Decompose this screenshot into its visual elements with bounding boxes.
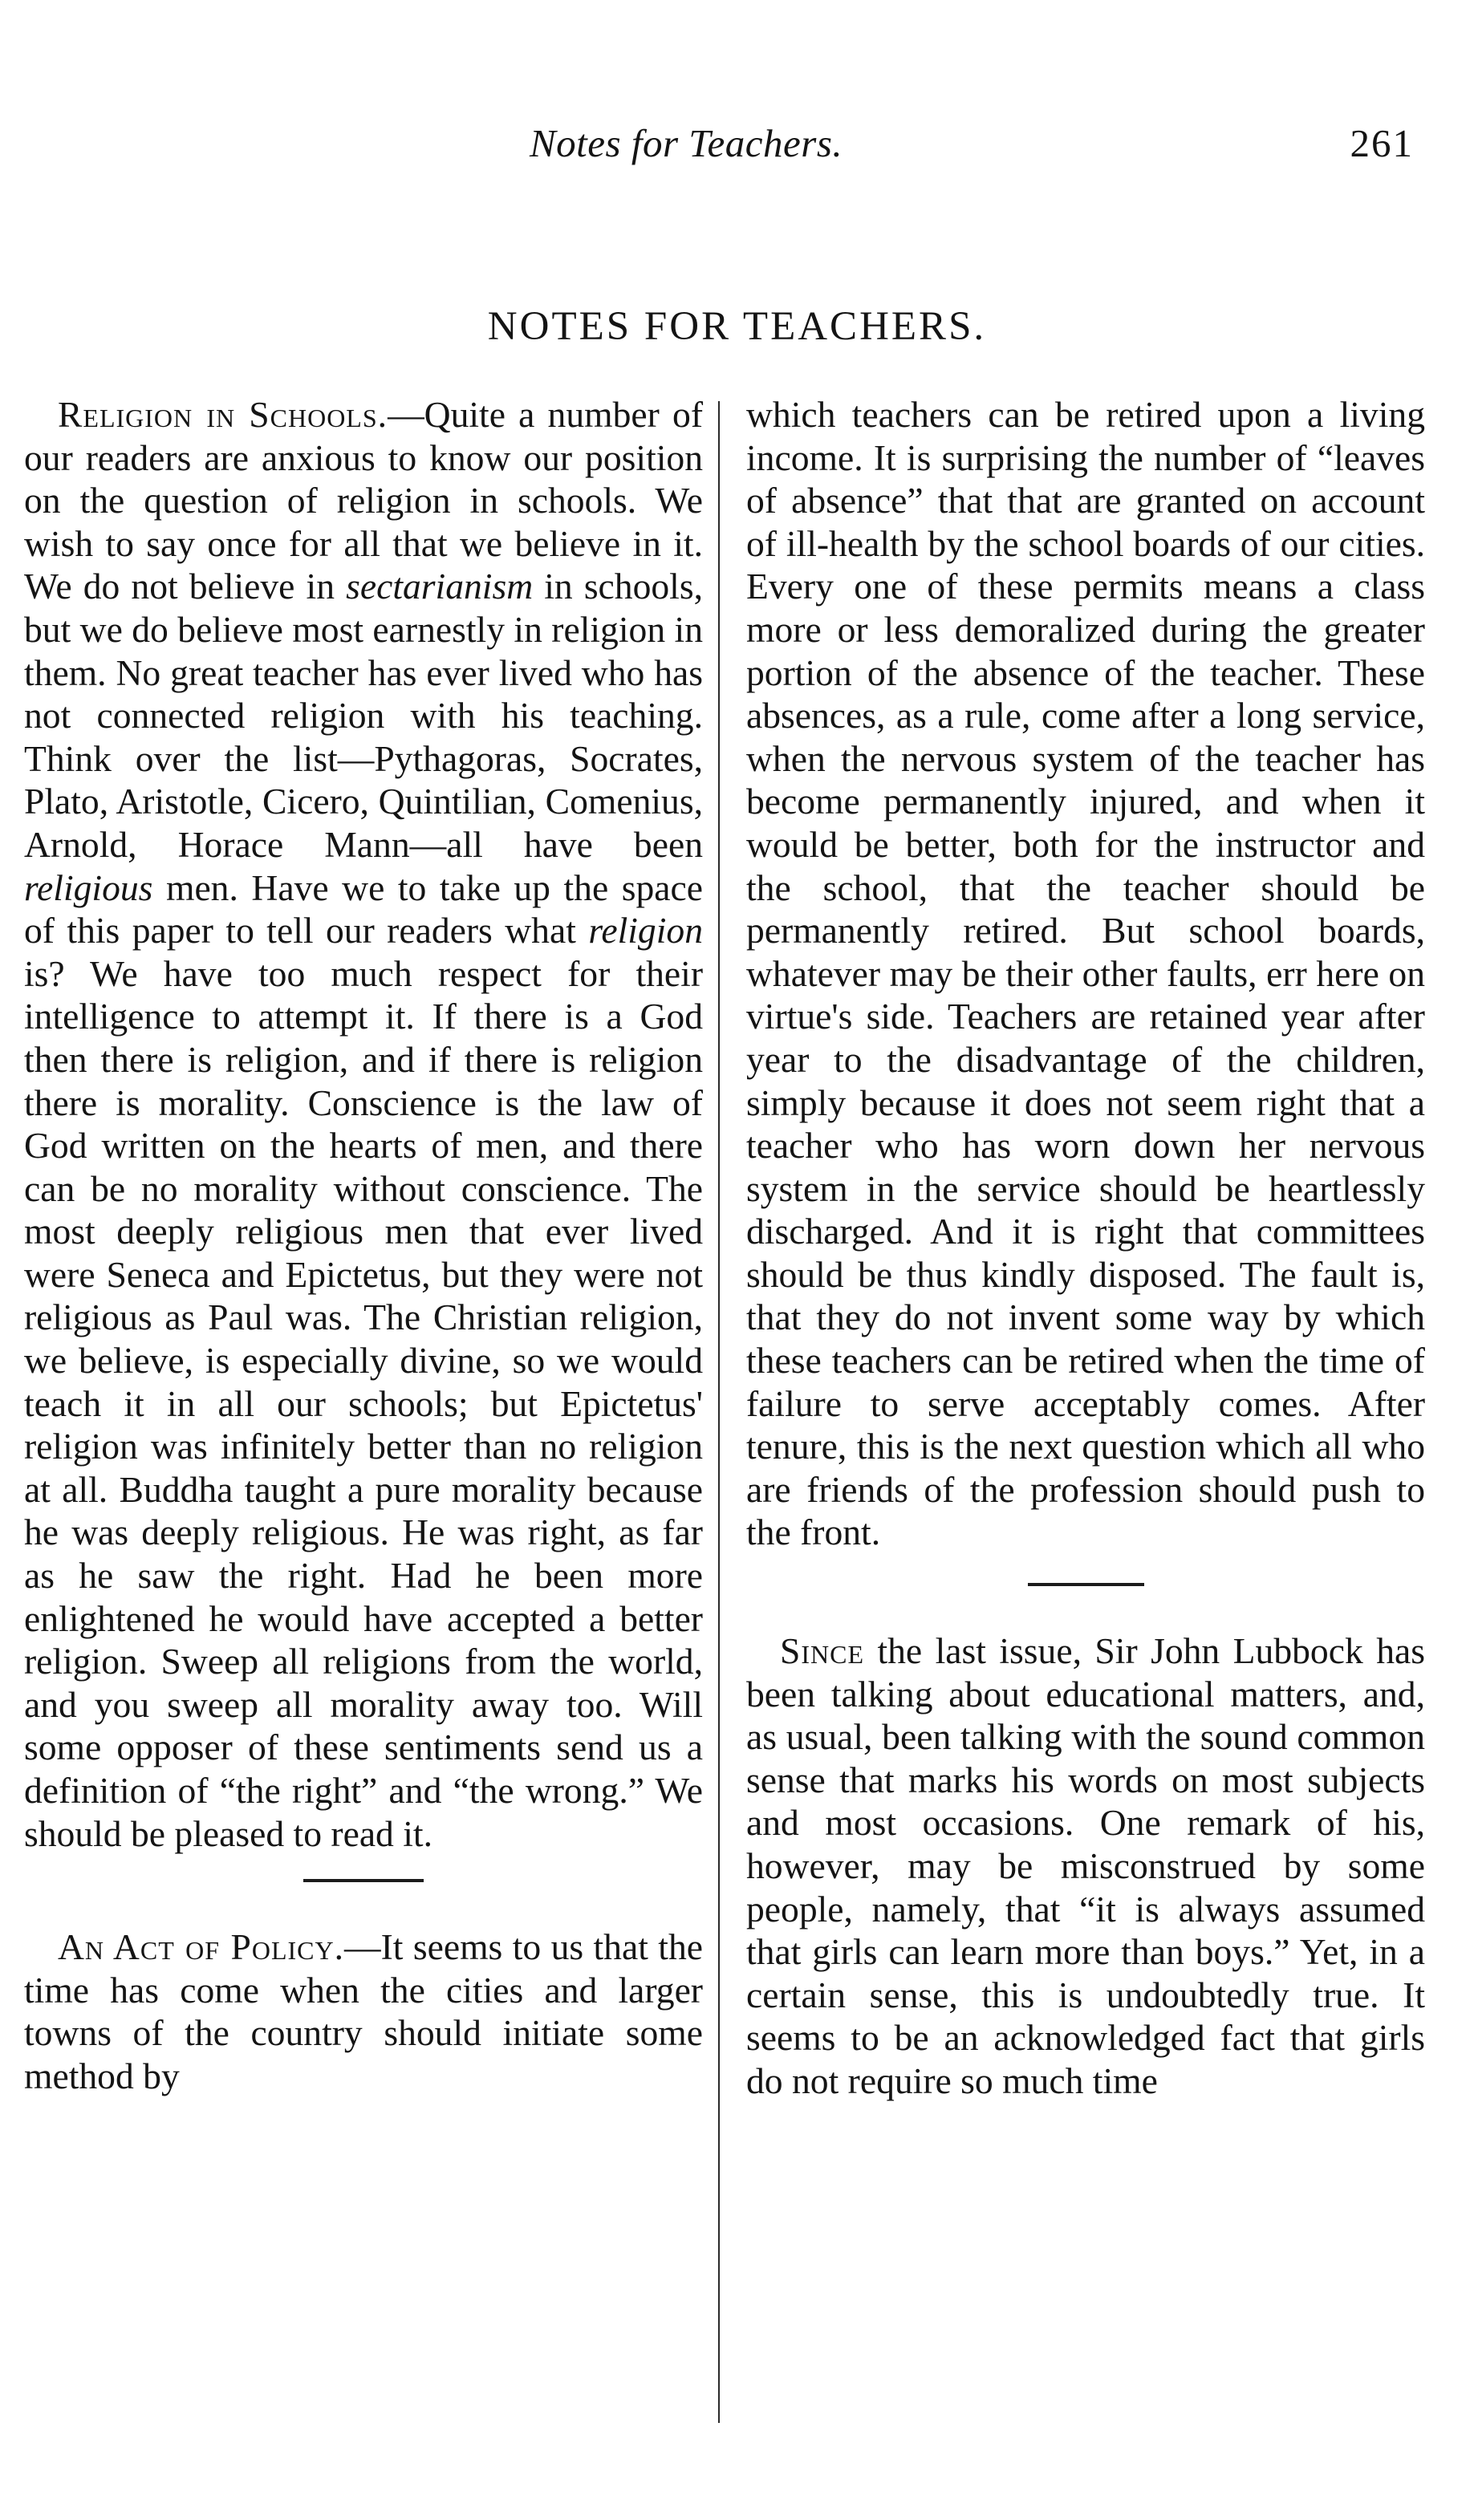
page-number: 261 bbox=[1350, 121, 1414, 165]
emphasis-sectarianism: sectarianism bbox=[346, 566, 534, 607]
paragraph-text: —Quite a number of our readers are anxious to know our position on the question of religion in schools. We wish to say once for all that we believe in it. We do not believe in bbox=[24, 394, 704, 607]
paragraph-act-of-policy bbox=[24, 1926, 703, 2097]
paragraph-text: in schools, but we do believe most earnestly in religion in them. No great teacher has ever lived who has not connected religion with his teaching. Think over the list—Pythagoras, Socrates, Plato, Aristotle, Cicero, Quintilian, Comenius, Arnold, Horace Mann—all have been bbox=[24, 566, 703, 865]
left-column bbox=[24, 393, 703, 2098]
paragraph-act-of-policy-continued: which teachers can be retired upon a living income. It is surprising the number of “leaves of absence” that that are granted on account of ill-health by the school boards of our cities. Every one of these permits means a class more or less demoralized during the greater portion of the absence of the teacher. These absences, as a rule, come after a long service, when the nervous system of the teacher has become permanently injured, and when it would be better, both for the instructor and the school, that the teacher should be permanently retired. But school boards, whatever may be their other faults, err here on virtue's side. Teachers are retained year after year to the disadvantage of the children, simply because it does not seem right that a teacher who has worn down her nervous system in the service should be heartlessly discharged. And it is right that committees should be thus kindly disposed. The fault is, that they do not invent some way by which these teachers can be retired when the time of failure to serve acceptably comes. After tenure, this is the next question which all who are friends of the profession should push to the front. bbox=[746, 394, 1425, 1553]
column-divider bbox=[718, 401, 720, 2423]
section-divider-rule bbox=[1028, 1583, 1144, 1586]
section-heading-religion: Religion in Schools. bbox=[58, 394, 388, 435]
paragraph-lead-word: Since bbox=[780, 1630, 865, 1672]
emphasis-religion: religion bbox=[588, 910, 703, 952]
article-title: NOTES FOR TEACHERS. bbox=[487, 304, 987, 349]
paragraph-sir-john-lubbock bbox=[746, 1629, 1425, 2103]
running-title: Notes for Teachers. bbox=[530, 121, 843, 165]
paragraph-text: is? We have too much respect for their intelligence to attempt it. If there is a God then there is religion, and if there is religion there is morality. Conscience is the law of God written on the hearts of men, and there can be no morality without conscience. The most deeply religious men that ever lived were Seneca and Epictetus, but they were not religious as Paul was. The Christian religion, we believe, is especially divine, so we would teach it in all our schools; but Epictetus' religion was infinitely better than no religion at all. Buddha taught a pure morality because he was deeply religious. He was right, as far as he saw the right. Had he been more enlightened he would have accepted a better religion. Sweep all religions from the world, and you sweep all morality away too. Will some opposer of these sentiments send us a definition of “the right” and “the wrong.” We should be pleased to read it. bbox=[24, 952, 703, 1854]
emphasis-religious: religious bbox=[24, 866, 153, 908]
paragraph-text: men. Have we to take up the space of this paper to tell our readers what bbox=[24, 866, 703, 952]
paragraph-religion-in-schools bbox=[24, 393, 703, 1855]
section-divider-rule bbox=[303, 1879, 424, 1882]
right-column bbox=[746, 393, 1425, 2103]
paragraph-text: the last issue, Sir John Lubbock has been talking about educational matters, and, as usual, been talking with the sound common sense that marks his words on most subjects and most occasions. One remark of his, however, may be misconstrued by some people, namely, that “it is always assumed that girls can learn more than boys.” Yet, in a certain sense, this is undoubtedly true. It seems to be an acknowledged fact that girls do not require so much time bbox=[746, 1630, 1425, 2101]
running-head bbox=[0, 120, 1474, 177]
section-heading-policy: An Act of Policy. bbox=[58, 1926, 344, 1968]
paragraph-text: —It seems to us that the time has come when the cities and larger towns of the country should initiate some method by bbox=[24, 1926, 703, 2096]
